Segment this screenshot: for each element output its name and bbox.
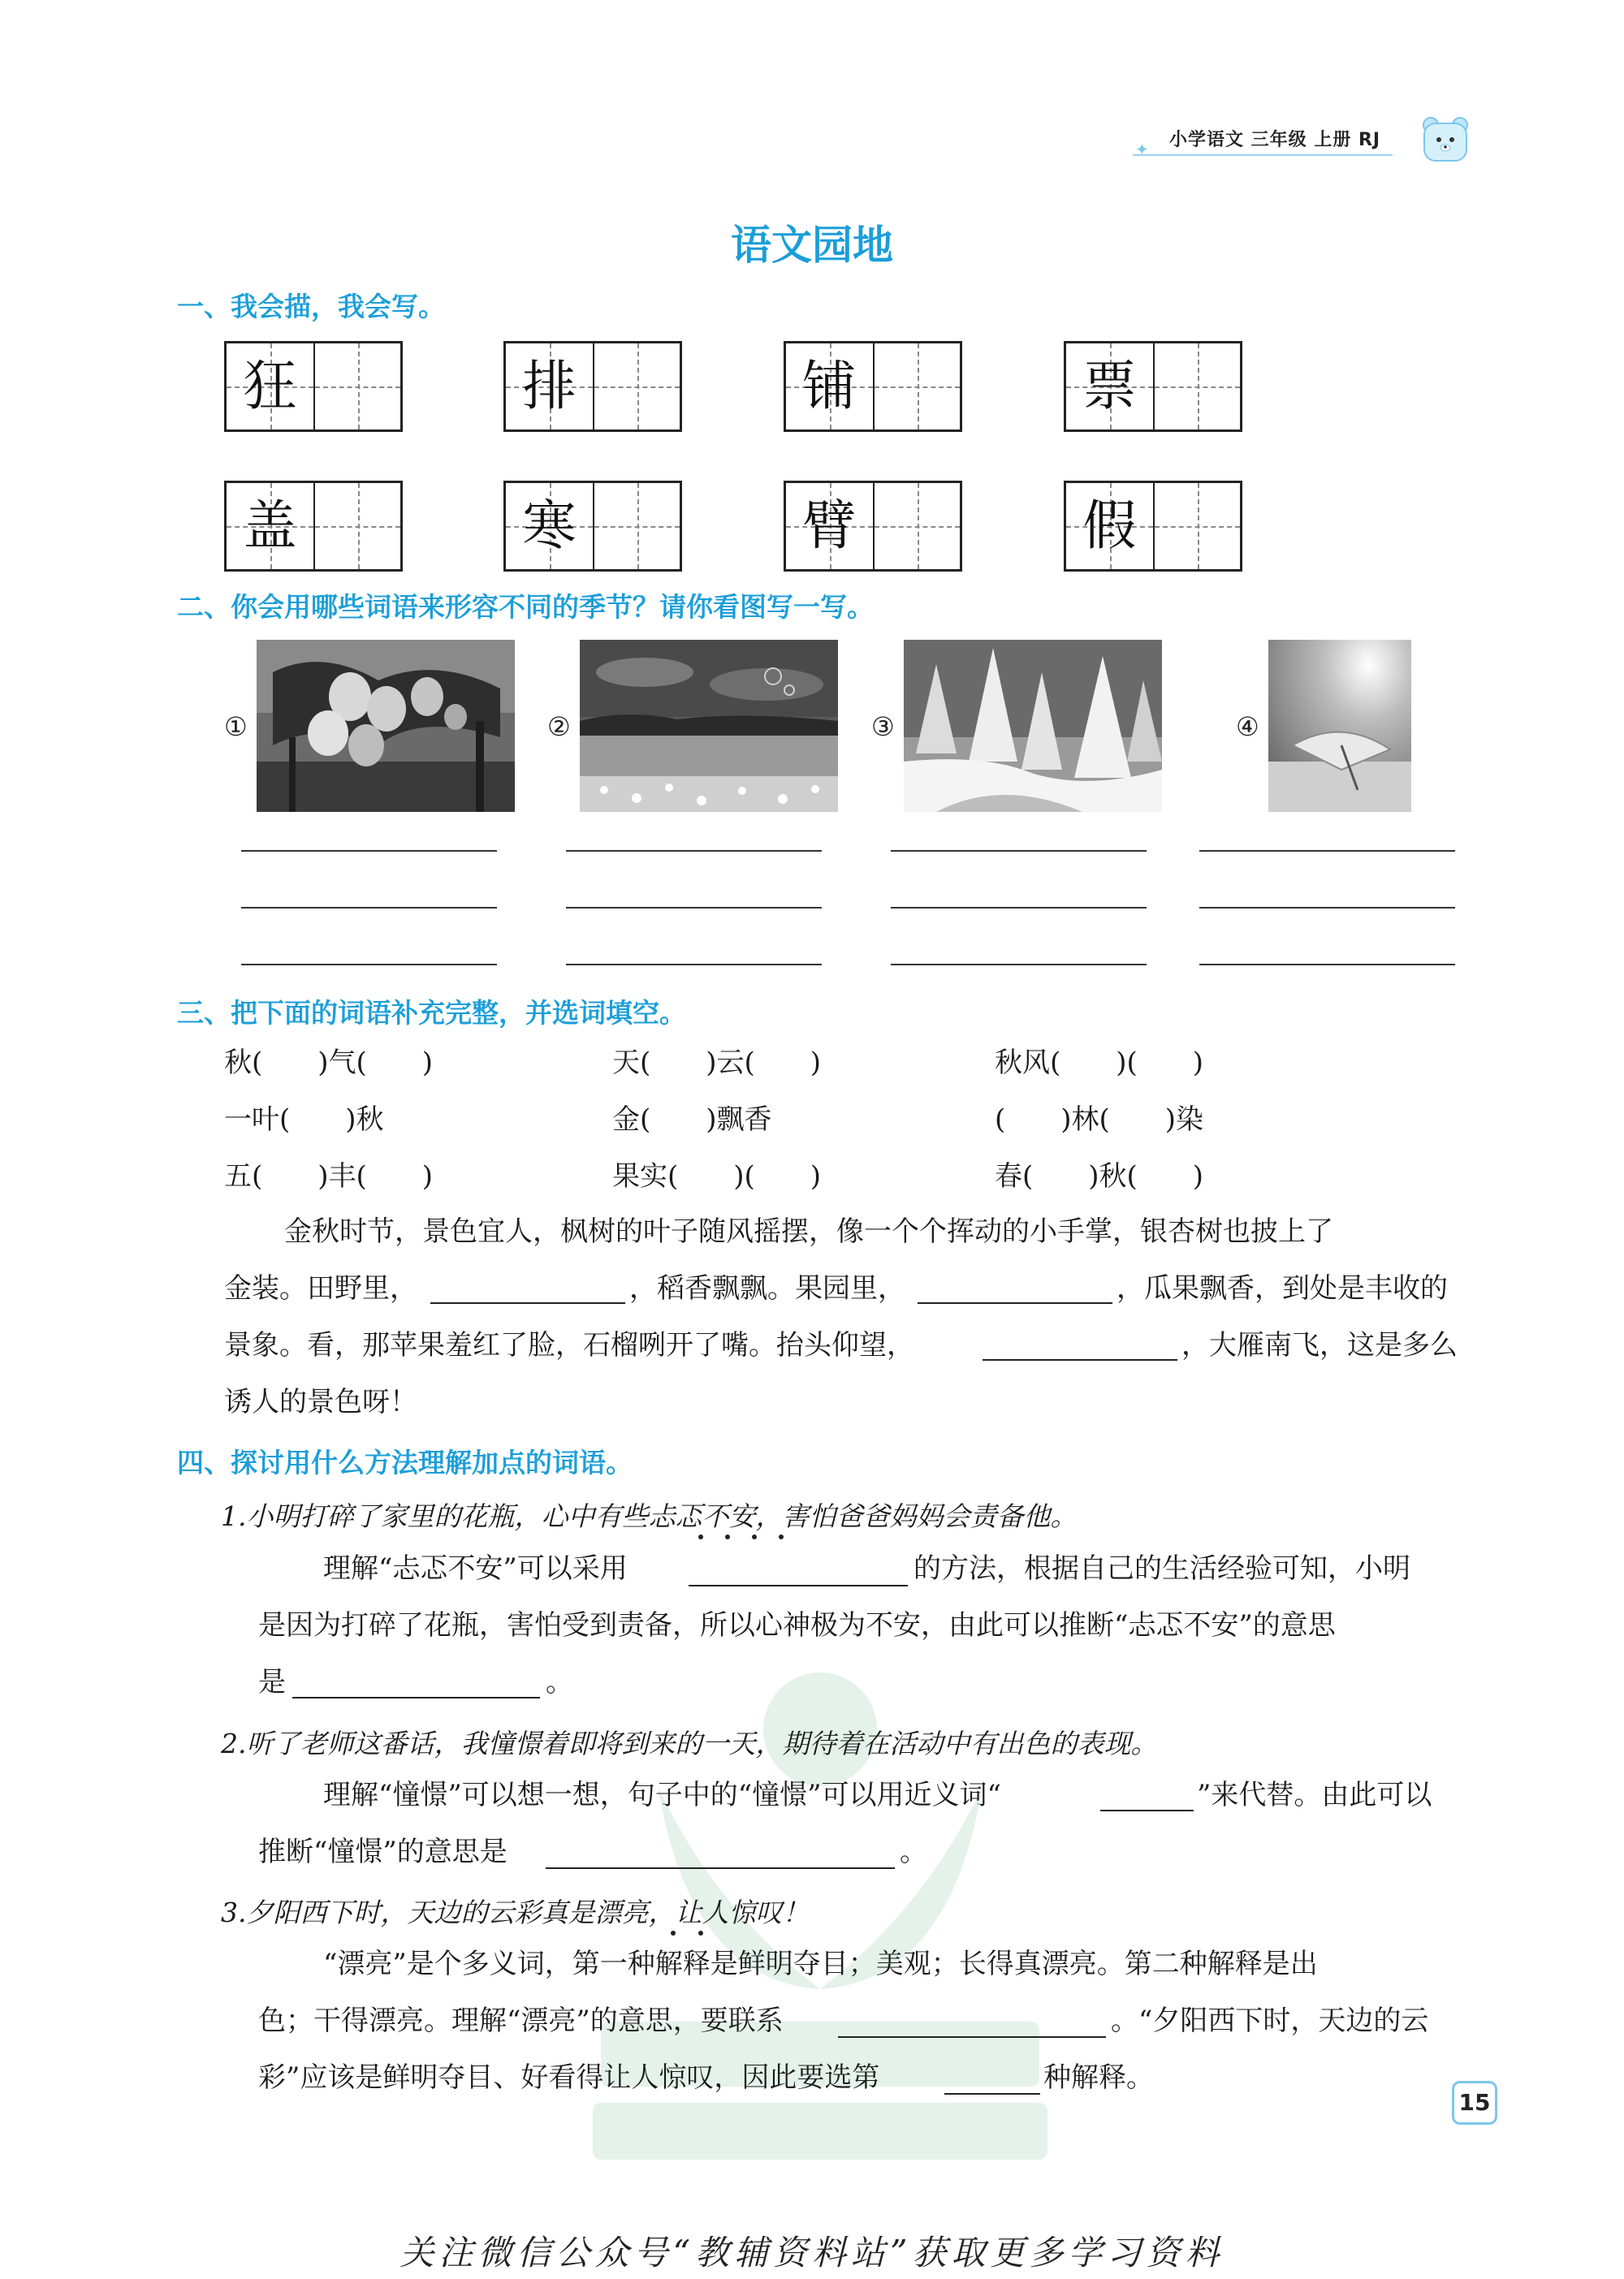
writing-cell[interactable] (313, 343, 400, 429)
picture-number: ④ (1236, 711, 1259, 742)
writing-cell[interactable] (313, 483, 400, 569)
question-1-line: 理解“忐忑不安”可以采用 (323, 1552, 628, 1585)
paragraph-line: ，瓜果飘香，到处是丰收的 (1116, 1272, 1448, 1305)
trace-character: 假 (1082, 494, 1137, 557)
star-icon: ✦ (1135, 140, 1149, 159)
question-3-line: “漂亮”是个多义词，第一种解释是鲜明夺目；美观；长得真漂亮。第二种解释是出 (323, 1948, 1318, 1980)
question-2-line: ”来代替。由此可以 (1197, 1779, 1432, 1811)
writing-cell[interactable] (593, 343, 680, 429)
question-3-line: 色；干得漂亮。理解“漂亮”的意思，要联系 (258, 2005, 784, 2037)
question-1-line: 。 (546, 1666, 573, 1698)
trace-character: 盖 (243, 494, 297, 557)
header-subject-label: 小学语文 三年级 上册 RJ (1169, 130, 1381, 150)
tracing-cell (786, 343, 873, 429)
idiom-fill-item[interactable]: 五( )丰( ) (224, 1160, 434, 1193)
writing-box (1064, 341, 1242, 432)
page-number: 15 (1458, 2089, 1491, 2116)
autumn-pear-tree-photo (257, 640, 515, 812)
tracing-cell (227, 343, 313, 429)
idiom-fill-item[interactable]: 春( )秋( ) (995, 1160, 1204, 1193)
fill-blank[interactable] (944, 2093, 1040, 2095)
fill-blank[interactable] (689, 1585, 908, 1586)
tracing-cell (227, 483, 313, 569)
writing-box (503, 341, 682, 432)
answer-line[interactable] (566, 907, 822, 909)
question-1-sentence: 1.小明打碎了家里的花瓶，心中有些忐忑不安，害怕爸爸妈妈会责备他。 (221, 1500, 1078, 1532)
emphasis-dot (779, 1534, 784, 1539)
writing-cell[interactable] (593, 483, 680, 569)
tracing-cell (506, 343, 593, 429)
answer-line[interactable] (891, 850, 1147, 852)
idiom-fill-item[interactable]: 天( )云( ) (612, 1047, 822, 1079)
idiom-fill-item[interactable]: 果实( )( ) (612, 1160, 822, 1193)
answer-line[interactable] (891, 907, 1147, 909)
question-1-line: 是因为打碎了花瓶，害怕受到责备，所以心神极为不安，由此可以推断“忐忑不安”的意思 (258, 1609, 1336, 1642)
section-2-title: 二、你会用哪些词语来形容不同的季节？请你看图写一写。 (177, 591, 874, 623)
writing-cell[interactable] (1153, 483, 1240, 569)
trace-character: 寒 (522, 494, 577, 557)
emphasis-dot (671, 1931, 676, 1936)
tracing-cell (1066, 483, 1153, 569)
trace-character: 狂 (243, 355, 297, 417)
trace-character: 排 (522, 355, 577, 417)
bear-mascot-icon (1419, 114, 1471, 166)
emphasis-dot (725, 1534, 730, 1539)
header-rule (1133, 154, 1393, 156)
paragraph-line: 诱人的景色呀！ (224, 1386, 417, 1418)
section-1-title: 一、我会描，我会写。 (177, 291, 445, 322)
answer-line[interactable] (241, 907, 497, 909)
writing-box (784, 481, 962, 572)
paragraph-line: ，稻香飘飘。果园里， (629, 1272, 905, 1305)
answer-line[interactable] (891, 964, 1147, 965)
writing-box (1064, 481, 1242, 572)
picture-number: ① (224, 711, 248, 742)
fill-blank[interactable] (430, 1302, 625, 1304)
writing-box (503, 481, 682, 572)
tracing-cell (1066, 343, 1153, 429)
idiom-fill-item[interactable]: 一叶( )秋 (224, 1103, 384, 1136)
answer-line[interactable] (566, 964, 822, 965)
question-3-line: 。“夕阳西下时，天边的云 (1111, 2005, 1429, 2037)
answer-line[interactable] (566, 850, 822, 852)
question-3-sentence: 3.夕阳西下时，天边的云彩真是漂亮，让人惊叹！ (221, 1897, 810, 1928)
question-1-line: 是 (258, 1666, 286, 1698)
question-2-sentence: 2.听了老师这番话，我憧憬着即将到来的一天，期待着在活动中有出色的表现。 (221, 1728, 1158, 1759)
trace-character: 铺 (802, 355, 857, 417)
page-title: 语文园地 (731, 222, 893, 269)
answer-line[interactable] (1199, 850, 1455, 852)
answer-line[interactable] (1199, 964, 1455, 965)
question-1-line: 的方法，根据自己的生活经验可知，小明 (914, 1552, 1410, 1585)
question-2-line: 推断“憧憬”的意思是 (258, 1836, 508, 1868)
writing-box (784, 341, 962, 432)
question-3-line: 彩”应该是鲜明夺目、好看得让人惊叹，因此要选第 (258, 2061, 880, 2094)
picture-number: ② (547, 711, 571, 742)
idiom-fill-item[interactable]: 金( )飘香 (612, 1103, 772, 1136)
answer-line[interactable] (241, 850, 497, 852)
summer-umbrella-sun-photo (1268, 640, 1411, 812)
fill-blank[interactable] (1100, 1810, 1194, 1811)
writing-cell[interactable] (873, 483, 960, 569)
fill-blank[interactable] (292, 1697, 540, 1698)
spring-meadow-photo (580, 640, 838, 812)
writing-cell[interactable] (1153, 343, 1240, 429)
fill-blank[interactable] (918, 1302, 1112, 1304)
question-2-line: 理解“憧憬”可以想一想，句子中的“憧憬”可以用近义词“ (323, 1779, 1001, 1811)
idiom-fill-item[interactable]: 秋( )气( ) (224, 1047, 434, 1079)
answer-line[interactable] (1199, 907, 1455, 909)
paragraph-line: 金秋时节，景色宜人，枫树的叶子随风摇摆，像一个个挥动的小手掌，银杏树也披上了 (284, 1215, 1333, 1248)
paragraph-line: 景象。看，那苹果羞红了脸，石榴咧开了嘴。抬头仰望， (224, 1329, 914, 1362)
emphasis-dot (752, 1534, 757, 1539)
trace-character: 票 (1082, 355, 1137, 417)
fill-blank[interactable] (838, 2036, 1106, 2038)
question-3-line: 种解释。 (1043, 2061, 1154, 2094)
section-4-title: 四、探讨用什么方法理解加点的词语。 (177, 1447, 633, 1478)
tracing-cell (786, 483, 873, 569)
fill-blank[interactable] (983, 1359, 1177, 1361)
fill-blank[interactable] (546, 1867, 895, 1869)
question-2-line: 。 (900, 1836, 927, 1868)
trace-character: 臂 (802, 494, 857, 557)
writing-box (224, 481, 403, 572)
winter-snow-forest-photo (904, 640, 1162, 812)
paragraph-line: ，大雁南飞，这是多么 (1181, 1329, 1458, 1362)
answer-line[interactable] (241, 964, 497, 965)
picture-number: ③ (871, 711, 895, 742)
idiom-fill-item[interactable]: 秋风( )( ) (995, 1047, 1204, 1079)
idiom-fill-item[interactable]: ( )林( )染 (995, 1103, 1204, 1136)
footer-note: 关注微信公众号“教辅资料站”获取更多学习资料 (400, 2233, 1224, 2273)
paragraph-line: 金装。田野里， (224, 1272, 417, 1305)
section-3-title: 三、把下面的词语补充完整，并选词填空。 (177, 997, 686, 1029)
writing-cell[interactable] (873, 343, 960, 429)
emphasis-dot (698, 1931, 703, 1936)
writing-box (224, 341, 403, 432)
emphasis-dot (698, 1534, 703, 1539)
tracing-cell (506, 483, 593, 569)
